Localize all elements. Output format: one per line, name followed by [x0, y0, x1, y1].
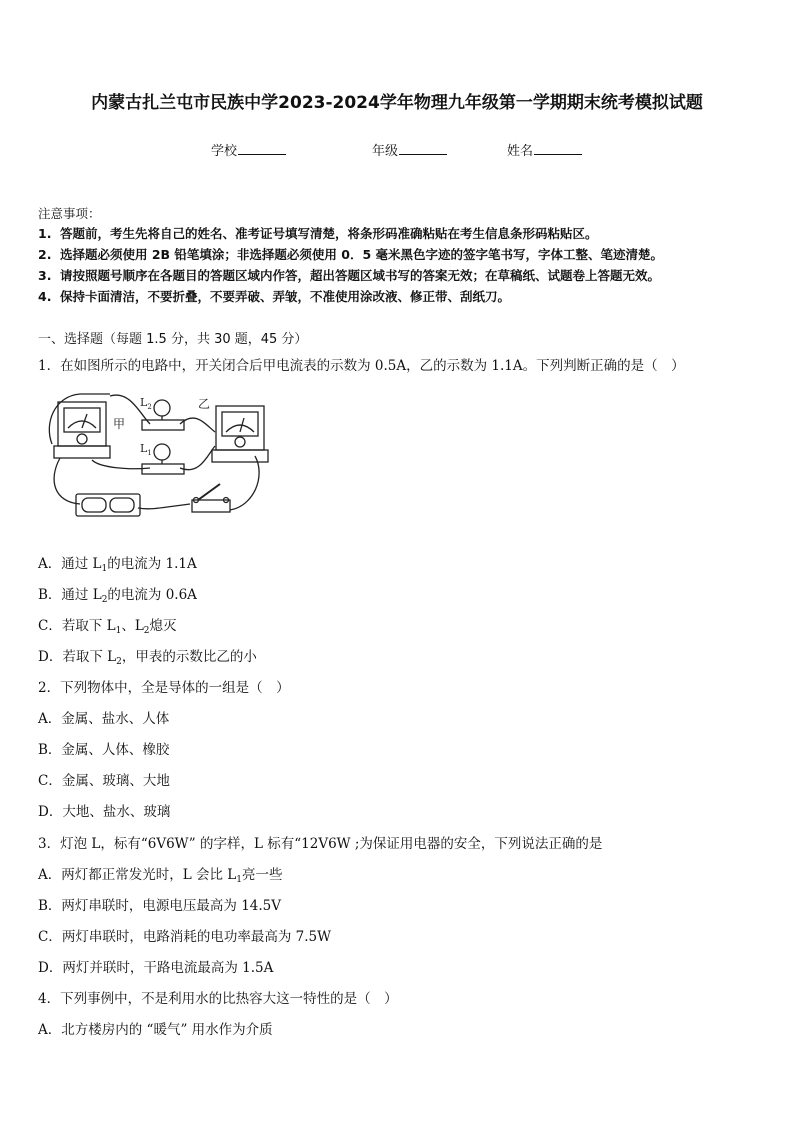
question-2-option-c: C．金属、玻璃、大地 [38, 773, 170, 789]
grade-blank [399, 142, 447, 155]
figure-label-l1-sub: 1 [147, 449, 152, 457]
note-item: 2. 选择题必须使用 2B 铅笔填涂；非选择题必须使用 0．5 毫米黑色字迹的签字笔书写，字体工整、笔迹清楚。 [38, 247, 664, 262]
svg-text:L1 [140, 442, 152, 457]
question-3-stem: 3．灯泡 L，标有“6V6W” 的字样，L 标有“12V6W ;为保证用电器的安全，下列说法正确的是 [38, 836, 603, 852]
grade-label: 年级 [372, 144, 399, 159]
figure-label-l1: L [140, 442, 148, 455]
note-item: 3. 请按照题号顺序在各题目的答题区域内作答，超出答题区域书写的答案无效；在草稿纸、试题卷上答题无效。 [38, 268, 661, 283]
name-field [507, 140, 582, 159]
school-label: 学校 [211, 144, 238, 159]
school-field [211, 140, 286, 159]
school-blank [238, 142, 286, 155]
notes-heading: 注意事项： [38, 206, 101, 221]
question-1-option-b: B．通过 $L_2$的电流为 0.6A [38, 587, 197, 605]
question-3-option-b: B．两灯串联时，电源电压最高为 14.5V [38, 898, 282, 914]
note-item: 4. 保持卡面清洁，不要折叠，不要弄破、弄皱，不准使用涂改液、修正带、刮纸刀。 [38, 289, 511, 304]
note-item: 1. 答题前，考生先将自己的姓名、准考证号填写清楚，将条形码准确粘贴在考生信息条形码粘贴区。 [38, 226, 598, 241]
grade-field [372, 140, 447, 159]
figure-label-jia: 甲 [113, 417, 126, 431]
figure-label-yi: 乙 [198, 397, 211, 411]
question-2-option-a: A．金属、盐水、人体 [38, 711, 170, 727]
question-1-option-c: C．若取下 $L_1$、$L_2$熄灭 [38, 618, 177, 636]
question-4-option-a: A．北方楼房内的 “暖气” 用水作为介质 [38, 1022, 273, 1038]
svg-text:L2 [140, 396, 152, 411]
figure-label-l2: L [140, 396, 148, 409]
name-label: 姓名 [507, 144, 534, 159]
question-2-option-d: D．大地、盐水、玻璃 [38, 804, 171, 820]
question-2-stem: 2．下列物体中，全是导体的一组是（ ） [38, 680, 290, 696]
section-heading: 一、选择题（每题 1.5 分，共 30 题，45 分） [38, 332, 308, 347]
circuit-figure [40, 384, 272, 526]
question-3-option-c: C．两灯串联时，电路消耗的电功率最高为 7.5W [38, 929, 331, 945]
question-1-option-d: D．若取下 $L_2$，甲表的示数比乙的小 [38, 649, 257, 667]
page-title: 内蒙古扎兰屯市民族中学2023-2024学年物理九年级第一学期期末统考模拟试题 [91, 93, 703, 113]
question-1-option-a: A．通过 $L_1$的电流为 1.1A [38, 556, 197, 574]
question-1-stem: 1．在如图所示的电路中，开关闭合后甲电流表的示数为 0.5A，乙的示数为 1.1A。下列判断正确的是（ ） [38, 358, 685, 374]
question-4-stem: 4．下列事例中，不是利用水的比热容大这一特性的是（ ） [38, 991, 398, 1007]
question-2-option-b: B．金属、人体、橡胶 [38, 742, 170, 758]
name-blank [534, 142, 582, 155]
question-3-option-d: D．两灯并联时，干路电流最高为 1.5A [38, 960, 274, 976]
figure-label-l2-sub: 2 [147, 403, 152, 411]
question-3-option-a: A．两灯都正常发光时，L 会比 $L_1$亮一些 [38, 867, 283, 885]
